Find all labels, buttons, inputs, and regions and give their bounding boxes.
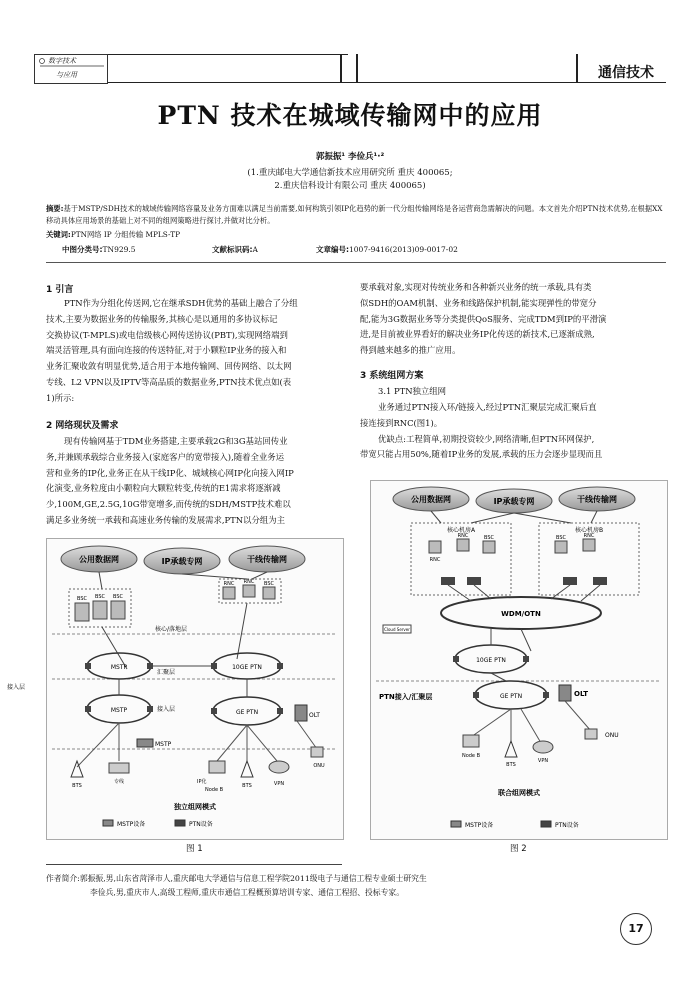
layer-label-aggregation: 汇聚层 [157,669,176,676]
header-divider-bar [356,54,358,82]
footnote-rule [46,864,342,865]
nodeb-icon [463,735,479,747]
core-room-a [411,523,511,595]
vpn-icon [533,741,553,753]
node-label: RNC [223,581,235,587]
clc-number [62,244,136,255]
journal-logo-line2: 与应用 [56,71,77,79]
node-label: RNC [243,579,255,585]
body-line: 务,并兼顾承载综合业务接入(家庭客户的宽带接入),随着全业务运 [46,451,284,462]
body-line: 要承载对象,实现对传统业务和各种新兴业务的统一承载,具有类 [360,282,592,292]
abstract-label: 摘要: [46,204,64,213]
node-label: BSC [112,594,124,600]
figure-1 [7,538,344,840]
node-label: RNC [583,533,595,539]
layer-label-access: 接入层 [157,706,176,713]
mode-label: 独立组网模式 [174,803,216,811]
node-label: OLT [309,712,320,719]
node-label: OLT [574,690,589,698]
bts-tower-icon [241,761,253,777]
ring-ge-ptn [475,681,547,709]
body-line: 似SDH的OAM机制、业务和线路保护机制,能实现弹性的带宽分 [360,297,597,308]
bts-tower-icon [71,761,83,777]
cloud-label: 干线传输网 [247,555,287,564]
node-label: IP化 [197,779,207,785]
body-line: 技术,主要为数据业务的传输服务,其核心是以通用的多协议标记 [46,313,278,324]
section-2-body [46,434,340,529]
body-line: 进,是目前被业界看好的解决业务IP化传送的新技术,已逐渐成熟, [360,329,595,340]
doc-value: A [252,245,258,254]
node-label: Cloud Server [384,627,410,632]
cloud-public-data [393,487,469,511]
ring-10ge-ptn [455,645,527,673]
legend-ptn-swatch [175,820,185,826]
cloud-public-data [61,546,137,572]
doc-code [212,244,258,255]
node-label: BSC [76,596,88,602]
section-1-body [46,296,340,407]
cloud-trunk-network [229,546,305,572]
body-line: 优缺点:工程简单,初期投资较少,网络清晰,但PTN环网保护, [378,433,595,444]
node-label: MSTP [155,741,172,748]
cloud-trunk-network [559,487,635,511]
article-value: 1007-9416(2013)09-0017-02 [349,245,458,254]
affiliation-2: 2.重庆信科设计有限公司 重庆 400065) [274,181,426,191]
figure-2 [370,480,668,840]
article-number [316,244,458,255]
body-line: 交换协议(T-MPLS)或电信级核心网传送协议(PBT),实现网络端到 [46,329,288,340]
author-bio [46,872,666,900]
body-line: 业务通过PTN接入环/链接入,经过PTN汇聚层完成汇聚后直 [378,402,597,412]
node-label: Node B [205,787,224,793]
journal-logo-line1: 数字技术 [48,57,76,65]
core-room-b [539,523,639,595]
author-bio-line: 李俭兵,男,重庆市人,高级工程师,重庆市通信工程概预算培训专家、通信工程招、投标专家。 [90,888,404,897]
nodeb-icon [209,761,225,773]
cloud-label: 干线传输网 [577,495,617,504]
section-1-heading: 1 引言 [46,285,74,295]
section-3-heading: 3 系统组网方案 [360,371,424,381]
ring-links [119,666,247,697]
body-line: 配,能为3G数据业务等分类提供QoS服务、完成TDM到IP的平滑演 [360,313,607,324]
ring-label: MSTP [110,664,128,671]
node-label: VPN [537,758,549,764]
section-2-heading: 2 网络现状及需求 [46,421,119,431]
paper-title: PTN 技术在城域传输网中的应用 [157,101,543,130]
node-label: 专线 [113,779,125,785]
header-rule [108,82,666,83]
body-line: 少,100M,GE,2.5G,10G带宽增多,而传统的SDH/MSTP技术难以 [46,499,291,510]
figure-2-diagram [371,481,667,839]
layer-label-core: 核心/落地层 [155,626,188,633]
olt-device [559,685,571,701]
rnc-group [219,579,281,603]
onu-icon [311,747,323,757]
body-line: 满足多业务统一承载和高速业务传输的发展需求,PTN以分组为主 [46,514,285,525]
body-line: 营和业务的IP化,业务正在从干线IP化、城域核心网IP化向接入网IP [46,467,294,478]
node-label: RNC [429,557,441,563]
node-label: BSC [94,594,106,600]
body-line: 接连接到RNC(图1)。 [360,417,443,428]
body-line: 带宽只能占用50%,随着IP业务的发展,承载的压力会逐步显现而且 [360,449,603,460]
bsc-group [69,589,131,627]
cloud-label: IP承载专网 [161,557,203,566]
cloud-label: 公用数据网 [411,495,451,504]
body-line: PTN作为分组化传送网,它在继承SDH优势的基础上融合了分组 [64,298,298,308]
node-label: BTS [506,762,516,768]
header-divider-bar [576,54,578,82]
page-number: 17 [620,913,652,945]
bts-tower-icon [505,741,517,757]
node-label: BSC [263,581,275,587]
node-label: BTS [242,783,252,789]
affiliation-1: (1.重庆邮电大学通信新技术应用研究所 重庆 400065; [247,168,453,178]
legend-label: PTN设备 [189,821,213,828]
link-lines [99,572,267,669]
node-label: VPN [273,781,285,787]
ring-label: 10GE PTN [232,664,262,671]
body-line: 端灵活管理,具有面向连接的传送特征,对于小颗粒IP业务的接入和 [46,345,287,356]
room-label: 核心机房B [574,527,604,534]
wdm-links [448,585,600,601]
ring-label: GE PTN [235,709,259,716]
keywords-label: 关键词: [46,230,71,239]
olt-device [295,705,307,721]
node-label: BTS [72,783,82,789]
cloud-label: 公用数据网 [79,555,119,564]
wdm-label: WDM/OTN [501,610,541,618]
abstract-separator [46,262,666,263]
room-label: 核心机房A [446,527,476,534]
legend-label: MSTP设备 [465,822,494,829]
ring-ge-ptn [213,697,281,725]
ring-mstp-upper [87,653,151,679]
wdm-otn-ring [441,597,601,629]
node-label: ONU [313,763,325,769]
header-rule-top [108,54,348,55]
section-label: 通信技术 [598,65,654,81]
body-line: 专线、L2 VPN以及IPTV等高品质的数据业务,PTN技术优点如(表 [46,376,292,387]
ring-label: MSTP [110,707,128,714]
body-line: 化演变,业务粒度由小颗粒向大颗粒转变,传统的E1需求将逐渐减 [46,483,281,494]
section-2-continued [360,280,666,359]
doc-label: 文献标识码: [212,245,253,254]
article-label: 文章编号: [316,245,349,254]
layer-label: PTN接入/汇聚层 [379,693,433,701]
legend-label: PTN设备 [555,822,579,829]
body-line: 业务汇聚收敛有明显优势,适合用于本地传输网、回传网络、以太网 [46,361,292,372]
ring-label: GE PTN [499,693,523,700]
edge-links [77,721,317,767]
abstract [46,203,666,227]
keywords [46,229,666,241]
journal-logo [34,54,108,84]
onu-icon [585,729,597,739]
body-line: 现有传输网基于TDM业务搭建,主要承载2G和3G基站回传业 [64,436,288,446]
ring-label: 10GE PTN [476,657,506,664]
vpn-icon [269,761,289,773]
node-label: ONU [605,732,619,739]
ring-links [491,673,506,681]
node-label: BSC [555,535,567,541]
leased-line-icon [109,763,129,773]
clc-label: 中图分类号: [62,245,103,254]
node-label: Node B [461,753,481,759]
ring-mstp-lower [87,695,151,723]
cloud-ip-network [476,489,552,513]
section-3-1-body [360,400,666,463]
author-bio-line: 作者简介:郭振振,男,山东省菏泽市人,重庆邮电大学通信与信息工程学院2011级电子与通信工程专业硕士研究生 [46,874,427,883]
paper-authors: 郭振振¹ 李俭兵¹·² [315,152,385,162]
keywords-text: PTN网络 IP 分组传输 MPLS-TP [70,230,180,239]
node-label: BSC [483,535,495,541]
cloud-label: IP承载专网 [493,497,535,506]
section-3-1-heading: 3.1 PTN独立组网 [378,386,447,396]
legend-mstp-swatch [103,820,113,826]
figure-1-diagram [7,539,343,839]
legend-label: MSTP设备 [117,821,146,828]
clc-value: TN929.5 [102,245,136,254]
mstp-device [137,739,153,747]
figure-1-caption: 图 1 [186,844,203,854]
ring-10ge-ptn [213,653,281,679]
body-line: 得到越来越多的推广应用。 [360,345,461,356]
header-divider-bar [340,54,342,82]
node-label: RNC [457,533,469,539]
figure-2-caption: 图 2 [510,844,527,854]
cloud-ip-network [144,548,220,574]
body-line: 1)所示: [46,392,75,403]
side-label: 接入层 [7,684,26,691]
legend-ptn-swatch [541,821,551,827]
mode-label: 联合组网模式 [498,789,540,797]
abstract-text: 基于MSTP/SDH技术的城域传输网络容量及业务方面难以满足当前需要,如何构筑引领IP化趋势的新一代分组传输网络是各运营商急需解决的问题。本文首先介绍PTN技术优势,在根据XX移动具体应用场景的基础上对不同的组网策略进行探讨,并做对比分析。 [46,204,663,225]
legend-mstp-swatch [451,821,461,827]
